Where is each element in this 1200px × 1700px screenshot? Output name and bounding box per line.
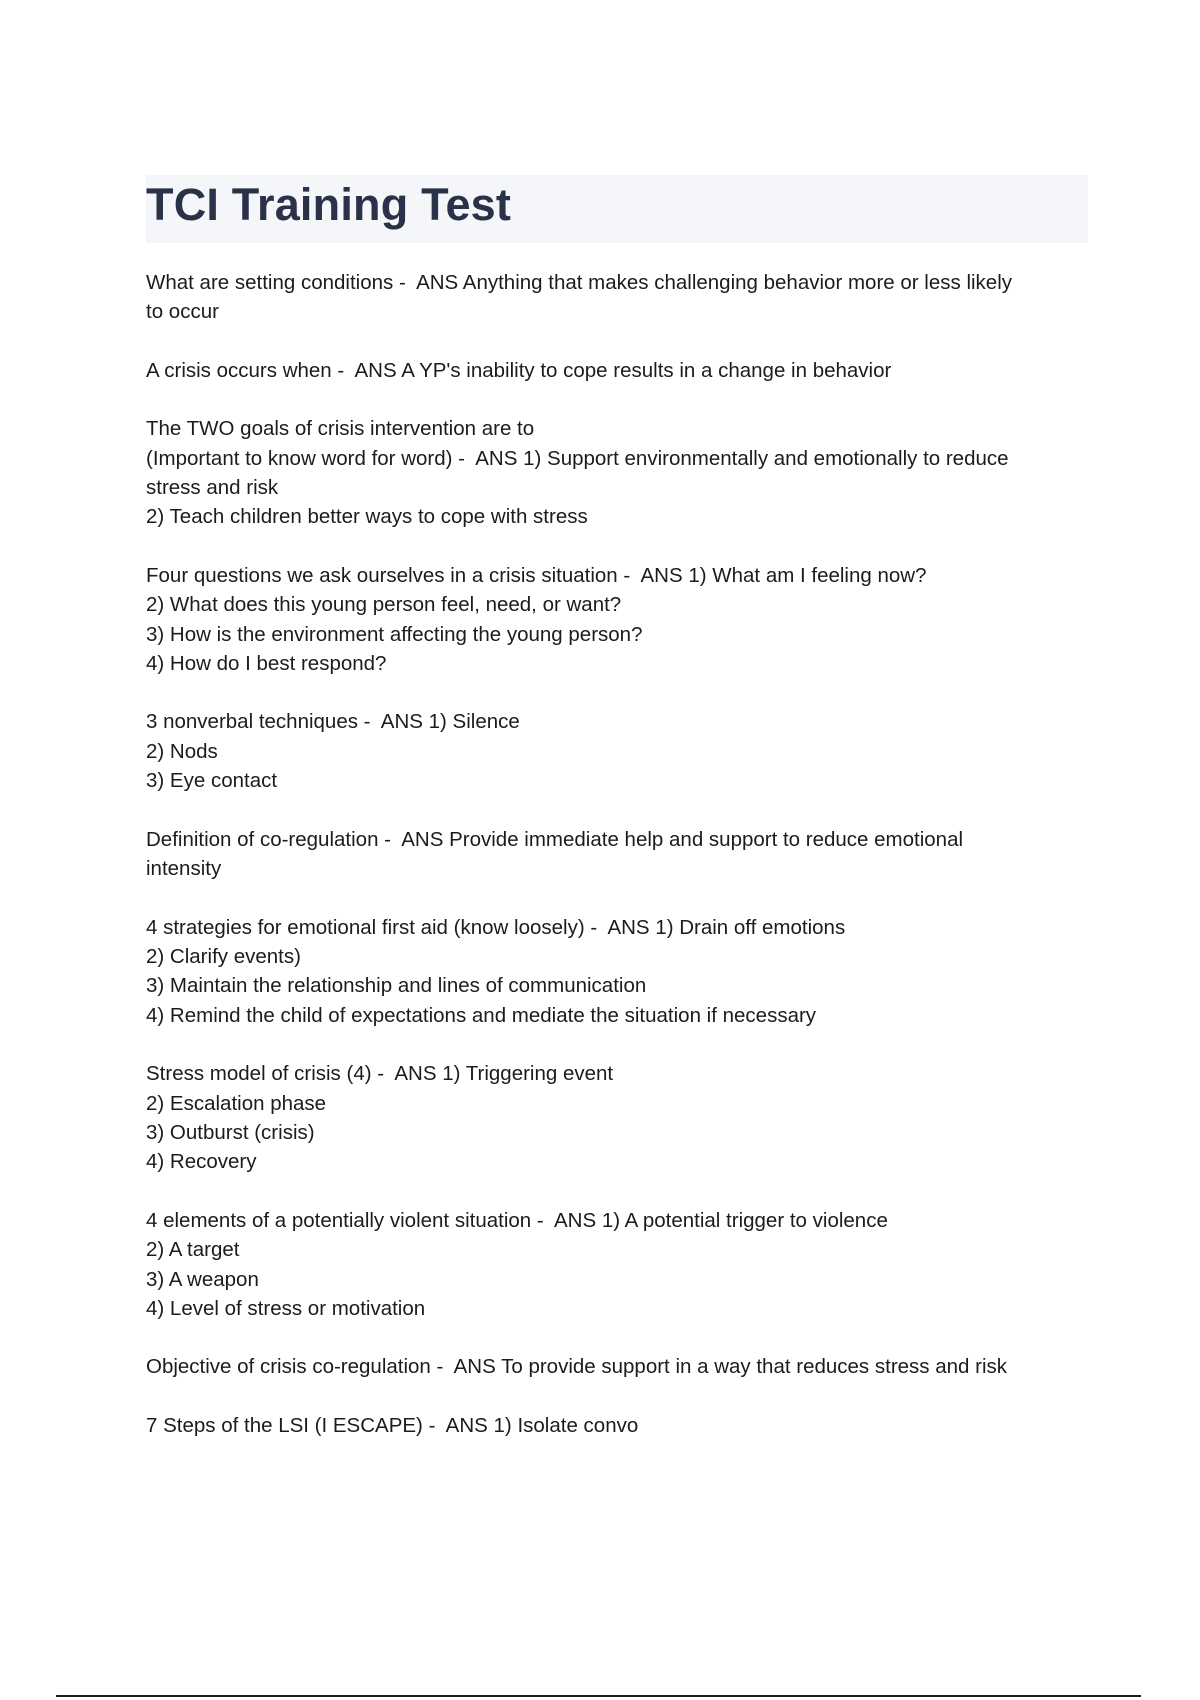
answer-text: intensity: [146, 857, 222, 881]
question-text: The TWO goals of crisis intervention are to: [146, 417, 535, 441]
answer-text: 3) Outburst (crisis): [146, 1120, 315, 1144]
answer-text: ANS 1) Isolate convo: [441, 1413, 639, 1437]
answer-text: 2) Teach children better ways to cope with stress: [146, 505, 588, 529]
answer-text: ANS Provide immediate help and support to reduce emotional: [396, 827, 964, 851]
qa-list: [146, 268, 1092, 1469]
answer-text: 4) Recovery: [146, 1150, 257, 1174]
qa-item: [146, 1059, 1092, 1177]
answer-text: ANS 1) Drain off emotions: [602, 915, 846, 939]
question-text: What are setting conditions -: [146, 271, 412, 294]
qa-item: [146, 825, 1092, 884]
question-text: Four questions we ask ourselves in a crisis situation -: [146, 563, 636, 587]
answer-text: 2) A target: [146, 1238, 240, 1262]
answer-text: ANS Anything that makes challenging behavior more or less likely: [411, 271, 1013, 294]
answer-text: 4) How do I best respond?: [146, 652, 387, 676]
answer-text: 4) Remind the child of expectations and mediate the situation if necessary: [146, 1003, 817, 1027]
answer-text: ANS 1) A potential trigger to violence: [549, 1208, 888, 1232]
answer-text: 3) Eye contact: [146, 769, 278, 793]
question-text: Definition of co-regulation -: [146, 827, 397, 851]
answer-text: to occur: [146, 300, 219, 324]
answer-text: ANS 1) Silence: [376, 710, 520, 734]
answer-text: stress and risk: [146, 476, 279, 500]
qa-item: [146, 414, 1092, 532]
footer-divider: [56, 1695, 1141, 1697]
qa-item: [146, 1352, 1092, 1381]
answer-text: ANS To provide support in a way that reduces stress and risk: [449, 1355, 1008, 1379]
qa-item: [146, 707, 1092, 795]
qa-item: [146, 1206, 1092, 1324]
question-text: A crisis occurs when -: [146, 358, 350, 382]
question-text: 4 strategies for emotional first aid (know loosely) -: [146, 915, 603, 939]
qa-item: [146, 561, 1092, 679]
answer-text: 3) A weapon: [146, 1267, 259, 1291]
question-text: Stress model of crisis (4) -: [146, 1062, 390, 1086]
qa-item: [146, 913, 1092, 1031]
answer-text: ANS A YP's inability to cope results in a change in behavior: [349, 358, 892, 382]
answer-text: 3) How is the environment affecting the young person?: [146, 622, 643, 646]
question-text: 3 nonverbal techniques -: [146, 710, 377, 734]
answer-text: 3) Maintain the relationship and lines of communication: [146, 974, 647, 998]
qa-item: [146, 356, 1092, 385]
answer-text: ANS 1) What am I feeling now?: [635, 563, 927, 587]
qa-item: [146, 268, 1092, 327]
question-text: 7 Steps of the LSI (I ESCAPE) -: [146, 1413, 442, 1437]
answer-text: 2) Escalation phase: [146, 1091, 327, 1115]
answer-text: 2) Nods: [146, 739, 218, 763]
answer-text: 2) What does this young person feel, need, or want?: [146, 593, 622, 617]
qa-item: [146, 1411, 1092, 1440]
answer-text: ANS 1) Triggering event: [389, 1062, 614, 1086]
answer-text: 4) Level of stress or motivation: [146, 1296, 426, 1320]
question-text: Objective of crisis co-regulation -: [146, 1355, 450, 1379]
answer-text: 2) Clarify events): [146, 944, 301, 968]
question-text: 4 elements of a potentially violent situation -: [146, 1208, 550, 1232]
page-title: TCI Training Test: [146, 179, 512, 230]
answer-text: (Important to know word for word) - ANS 1) Support environmentally and emotionally to reduce: [146, 446, 1009, 470]
